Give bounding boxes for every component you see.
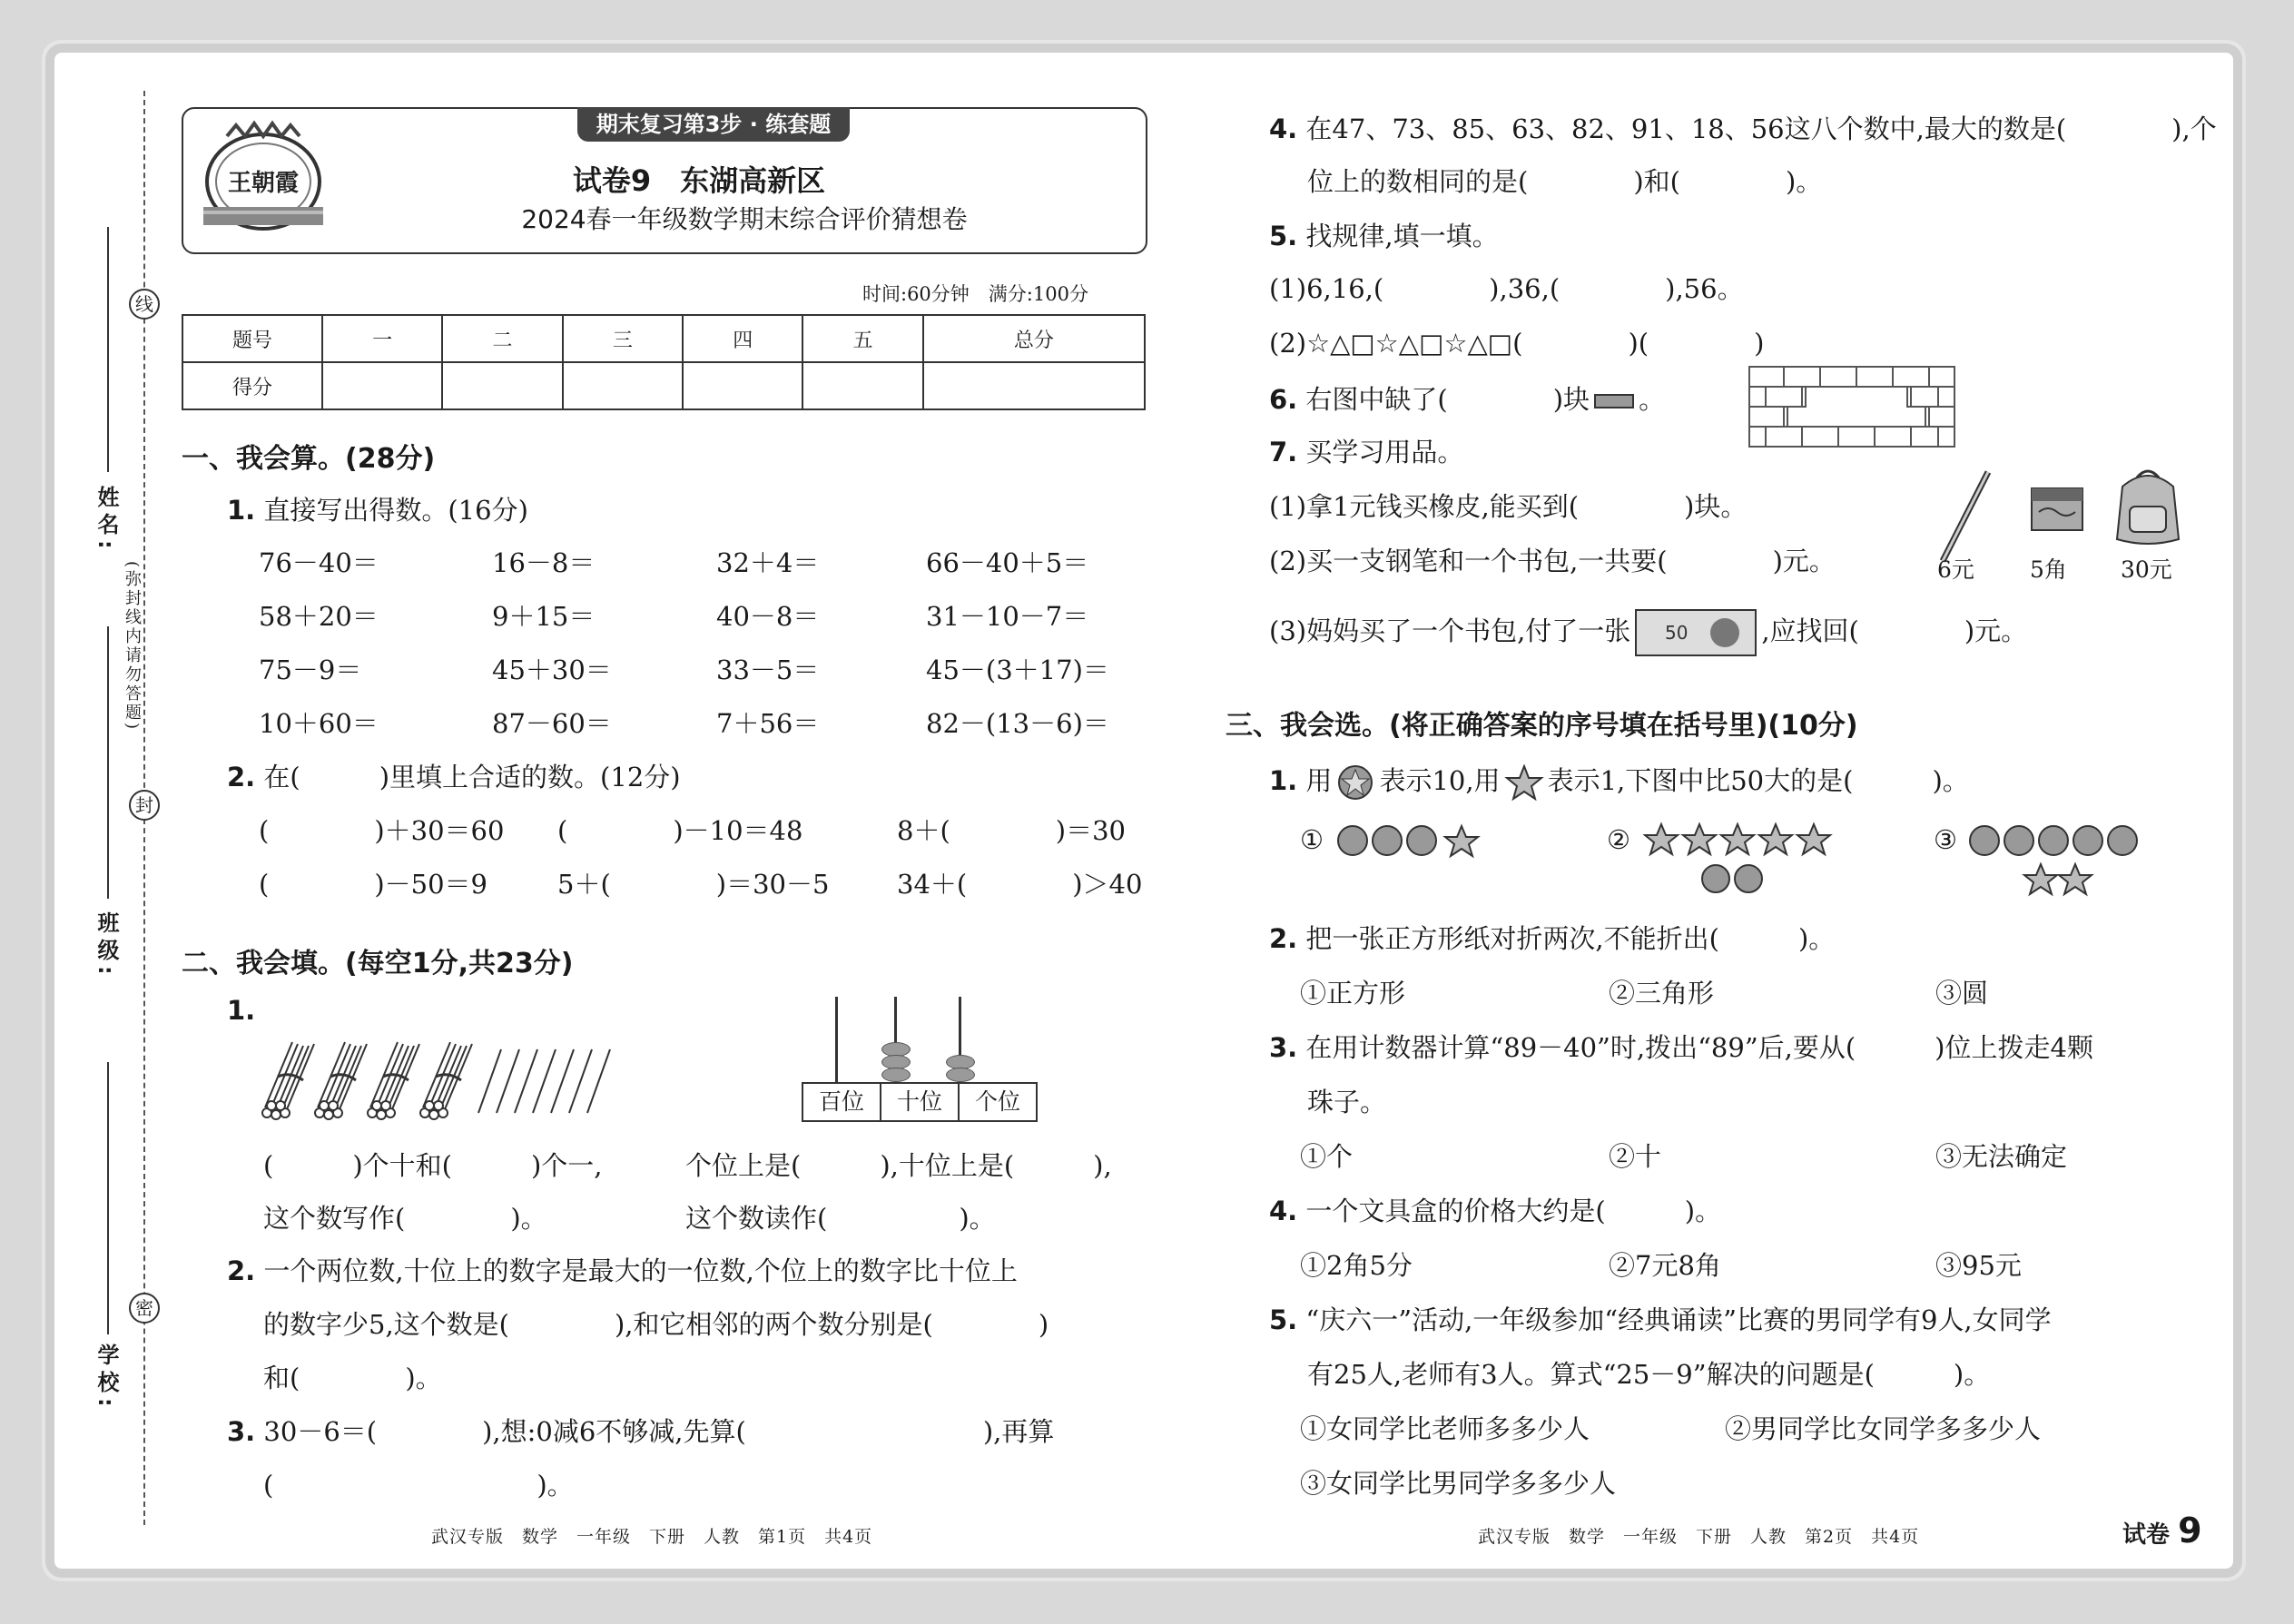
s2-q2-line1 xyxy=(227,1251,1018,1288)
score-header-cell: 题号 xyxy=(182,315,322,362)
page-label xyxy=(2122,1511,2202,1550)
s1-q2 xyxy=(227,757,681,794)
s2-q7-text: 买学习用品。 xyxy=(1305,437,1464,468)
abacus-place-labels xyxy=(802,1082,1038,1122)
calc-item: 87－60＝ xyxy=(492,708,612,739)
score-header-cell: 四 xyxy=(683,315,802,362)
s3-q4-text[interactable]: 一个文具盒的价格大约是( )。 xyxy=(1305,1196,1722,1226)
s3-q3-line2: 珠子。 xyxy=(1307,1087,1387,1117)
abacus-label: 十位 xyxy=(881,1084,960,1120)
s2-q7 xyxy=(1269,432,1463,469)
question-number: 1. xyxy=(1269,765,1298,796)
fill-item[interactable]: 34＋( )＞40 xyxy=(897,869,1143,900)
s3-q3-option[interactable]: ③无法确定 xyxy=(1935,1141,2068,1172)
binding-mark-line: 线 xyxy=(129,289,160,320)
s3-q3-text[interactable]: 在用计数器计算“89－40”时,拨出“89”后,要从( )位上拨走4颗 xyxy=(1305,1032,2093,1063)
s3-q1 xyxy=(1269,761,1969,801)
price-pen: 6元 xyxy=(1937,556,1974,583)
s2-q2-line3[interactable]: 和( )。 xyxy=(263,1363,442,1393)
question-number: 5. xyxy=(1269,1304,1298,1335)
option-2-stars-coins-icon xyxy=(1643,821,1843,901)
question-number: 6. xyxy=(1269,384,1298,415)
s3-q1-text-b: 表示10,用 xyxy=(1379,765,1501,796)
school-label: 学校: xyxy=(94,1343,119,1412)
svg-text:王朝霞: 王朝霞 xyxy=(227,170,300,197)
exam-title: 试卷9 东湖高新区 xyxy=(572,163,826,198)
score-row-label: 得分 xyxy=(182,362,322,409)
abacus-label: 个位 xyxy=(974,1088,1020,1115)
school-field-line[interactable] xyxy=(107,1062,109,1334)
s2-q7-1[interactable]: (1)拿1元钱买橡皮,能买到( )块。 xyxy=(1269,491,1748,522)
s3-q5-option-1[interactable]: ①女同学比老师多多少人 xyxy=(1300,1413,1590,1444)
coin-star-icon xyxy=(1335,764,1375,801)
s3-q1-option-3[interactable]: ③ xyxy=(1934,824,1957,855)
price-schoolbag: 30元 xyxy=(2121,556,2172,583)
class-field-line[interactable] xyxy=(107,626,109,899)
question-number: 2. xyxy=(1269,923,1298,954)
s2-q1-line1a[interactable]: ( )个十和( )个一, xyxy=(263,1150,603,1181)
calc-item: 76－40＝ xyxy=(259,547,379,578)
fill-item[interactable]: ( )－10＝48 xyxy=(557,815,803,846)
header-tab: 期末复习第3步 · 练套题 xyxy=(577,107,850,142)
calc-item: 45－(3＋17)＝ xyxy=(926,655,1109,685)
question-number: 3. xyxy=(1269,1032,1298,1063)
s3-q1-text-c[interactable]: 表示1,下图中比50大的是( )。 xyxy=(1547,765,1969,796)
abacus-bead xyxy=(946,1068,975,1082)
question-number: 1. xyxy=(227,995,256,1026)
score-table-score-row xyxy=(182,362,1145,409)
abacus-rod-hundreds xyxy=(835,997,838,1084)
question-number: 7. xyxy=(1269,437,1298,468)
footer-left: 武汉专版 数学 一年级 下册 人教 第1页 共4页 xyxy=(431,1527,873,1547)
class-label: 班级: xyxy=(94,911,119,980)
s2-q1-line1b[interactable]: 个位上是( ),十位上是( ), xyxy=(685,1150,1112,1181)
s3-q4 xyxy=(1269,1191,1721,1228)
question-number: 2. xyxy=(227,762,256,792)
s2-q2-text: 一个两位数,十位上的数字是最大的一位数,个位上的数字比十位上 xyxy=(263,1255,1018,1286)
s2-q1-line2b[interactable]: 这个数读作( )。 xyxy=(685,1203,996,1234)
page-number: 9 xyxy=(2178,1511,2202,1550)
s3-q2-text[interactable]: 把一张正方形纸对折两次,不能折出( )。 xyxy=(1305,923,1836,954)
calc-item: 31－10－7＝ xyxy=(926,601,1089,632)
publisher-logo xyxy=(191,116,336,243)
s3-q1-text: 用 xyxy=(1305,765,1333,796)
price-eraser: 5角 xyxy=(2030,556,2067,583)
score-cell[interactable] xyxy=(802,362,922,409)
s2-q6-text[interactable]: 右图中缺了( )块 xyxy=(1305,384,1590,415)
binding-mark-seal: 封 xyxy=(129,790,160,821)
s2-q1-line2a[interactable]: 这个数写作( )。 xyxy=(263,1203,547,1234)
calc-item: 82－(13－6)＝ xyxy=(926,708,1109,739)
time-info: 时间:60分钟 满分:100分 xyxy=(862,283,1088,305)
s2-q5-text: 找规律,填一填。 xyxy=(1305,221,1499,251)
fill-item[interactable]: ( )－50＝9 xyxy=(259,869,487,900)
score-header-cell: 三 xyxy=(563,315,683,362)
s3-q2 xyxy=(1269,919,1835,956)
abacus-bead xyxy=(881,1068,911,1082)
s2-q3-line1 xyxy=(227,1412,1054,1449)
section3-title: 三、我会选。(将正确答案的序号填在括号里)(10分) xyxy=(1226,710,1858,742)
question-number: 1. xyxy=(227,495,256,526)
score-cell[interactable] xyxy=(923,362,1145,409)
s3-q4-option[interactable]: ①2角5分 xyxy=(1300,1250,1413,1281)
calc-item: 40－8＝ xyxy=(716,601,820,632)
s2-q6-text-end: 。 xyxy=(1639,384,1666,415)
s2-q3-text[interactable]: 30－6＝( ),想:0减6不够减,先算( ),再算 xyxy=(263,1416,1055,1447)
footer-right: 武汉专版 数学 一年级 下册 人教 第2页 共4页 xyxy=(1478,1527,1920,1547)
s1-q1 xyxy=(227,490,528,527)
option-3-coins-stars-icon xyxy=(1968,821,2159,901)
svg-text:50: 50 xyxy=(1665,622,1689,644)
s3-q3-option[interactable]: ②十 xyxy=(1609,1141,1662,1172)
s2-q7-3 xyxy=(1269,608,2027,657)
fill-item[interactable]: 5＋( )＝30－5 xyxy=(557,869,830,900)
s2-q7-3-text: (3)妈妈买了一个书包,付了一张 xyxy=(1269,615,1631,646)
score-header-cell: 五 xyxy=(802,315,922,362)
s3-q5-line2[interactable]: 有25人,老师有3人。算式“25－9”解决的问题是( )。 xyxy=(1307,1359,1991,1390)
calc-item: 16－8＝ xyxy=(492,547,596,578)
s2-q5-2[interactable]: (2)☆△□☆△□☆△□( )( ) xyxy=(1269,328,1765,359)
s3-q5-option-3[interactable]: ③女同学比男同学多多少人 xyxy=(1300,1468,1617,1499)
score-cell[interactable] xyxy=(683,362,802,409)
s2-q5 xyxy=(1269,216,1499,253)
calc-item: 75－9＝ xyxy=(259,655,362,685)
question-number: 2. xyxy=(227,1255,256,1286)
score-header-cell: 总分 xyxy=(923,315,1145,362)
question-number: 4. xyxy=(1269,113,1298,144)
page-label-text: 试卷 xyxy=(2122,1521,2171,1549)
s3-q3-option[interactable]: ①个 xyxy=(1300,1141,1354,1172)
calc-item: 45＋30＝ xyxy=(492,655,612,685)
score-table xyxy=(182,314,1146,410)
s2-q4-line1 xyxy=(1269,109,2217,146)
score-header-cell: 一 xyxy=(322,315,442,362)
s2-q2-line2[interactable]: 的数字少5,这个数是( ),和它相邻的两个数分别是( ) xyxy=(263,1309,1049,1340)
calc-item: 33－5＝ xyxy=(716,655,820,685)
brick-icon xyxy=(1593,392,1635,410)
score-cell[interactable] xyxy=(442,362,562,409)
brick-wall-icon xyxy=(1748,365,1956,448)
calc-item: 58＋20＝ xyxy=(259,601,379,632)
abacus-label: 百位 xyxy=(803,1084,881,1120)
s3-q2-option[interactable]: ③圆 xyxy=(1935,978,1989,1009)
banknote-50-icon xyxy=(1634,608,1757,657)
s2-q6 xyxy=(1269,379,1665,417)
s2-q7-3-text-end[interactable]: ,应找回( )元。 xyxy=(1761,615,2028,646)
star-icon xyxy=(1504,764,1544,801)
score-cell[interactable] xyxy=(322,362,442,409)
calc-item: 9＋15＝ xyxy=(492,601,596,632)
s2-q7-2[interactable]: (2)买一支钢笔和一个书包,一共要( )元。 xyxy=(1269,546,1836,576)
calc-item: 7＋56＝ xyxy=(716,708,820,739)
calc-item: 32＋4＝ xyxy=(716,547,820,578)
fill-item[interactable]: 8＋( )＝30 xyxy=(897,815,1126,846)
name-label: 姓名: xyxy=(94,486,119,555)
s3-q4-option[interactable]: ②7元8角 xyxy=(1609,1250,1721,1281)
s1-q2-text: 在( )里填上合适的数。(12分) xyxy=(263,762,681,792)
score-header-cell: 二 xyxy=(442,315,562,362)
eraser-icon xyxy=(2026,481,2088,537)
s3-q3-line1 xyxy=(1269,1028,2093,1065)
binding-note: (弥封线内请勿答题) xyxy=(123,561,142,733)
s3-q2-option[interactable]: ②三角形 xyxy=(1609,978,1715,1009)
question-number: 5. xyxy=(1269,221,1298,251)
question-number: 4. xyxy=(1269,1196,1298,1226)
calc-item: 66－40＋5＝ xyxy=(926,547,1089,578)
s2-q3-line2[interactable]: ( )。 xyxy=(263,1470,574,1501)
s3-q5-option-2[interactable]: ②男同学比女同学多多少人 xyxy=(1725,1413,2042,1444)
s1-q1-text: 直接写出得数。(16分) xyxy=(263,495,528,526)
binding-mark-bind: 密 xyxy=(129,1293,160,1324)
s2-q1 xyxy=(227,995,255,1026)
s2-q4-text[interactable]: 在47、73、85、63、82、91、18、56这八个数中,最大的数是( ),个 xyxy=(1305,113,2217,144)
exam-subtitle: 2024春一年级数学期末综合评价猜想卷 xyxy=(521,204,968,234)
bundles-of-sticks-icon xyxy=(256,1035,619,1126)
section2-title: 二、我会填。(每空1分,共23分) xyxy=(182,948,574,979)
calc-item: 10＋60＝ xyxy=(259,708,379,739)
s2-q4-line2[interactable]: 位上的数相同的是( )和( )。 xyxy=(1307,166,1823,197)
s3-q1-option-2[interactable]: ② xyxy=(1607,824,1630,855)
score-cell[interactable] xyxy=(563,362,683,409)
s2-q5-1[interactable]: (1)6,16,( ),36,( ),56。 xyxy=(1269,273,1744,304)
schoolbag-icon xyxy=(2110,465,2186,546)
section1-title: 一、我会算。(28分) xyxy=(182,443,436,475)
s3-q5-line1 xyxy=(1269,1300,2052,1337)
s3-q5-text: “庆六一”活动,一年级参加“经典诵读”比赛的男同学有9人,女同学 xyxy=(1305,1304,2052,1335)
question-number: 3. xyxy=(227,1416,256,1447)
fill-item[interactable]: ( )＋30＝60 xyxy=(259,815,505,846)
s3-q2-option[interactable]: ①正方形 xyxy=(1300,978,1406,1009)
name-field-line[interactable] xyxy=(107,227,109,472)
score-table-header-row xyxy=(182,315,1145,362)
s3-q4-option[interactable]: ③95元 xyxy=(1935,1250,2022,1281)
s3-q1-option-1[interactable]: ① xyxy=(1300,824,1324,855)
option-1-coins-icon xyxy=(1334,821,1489,861)
